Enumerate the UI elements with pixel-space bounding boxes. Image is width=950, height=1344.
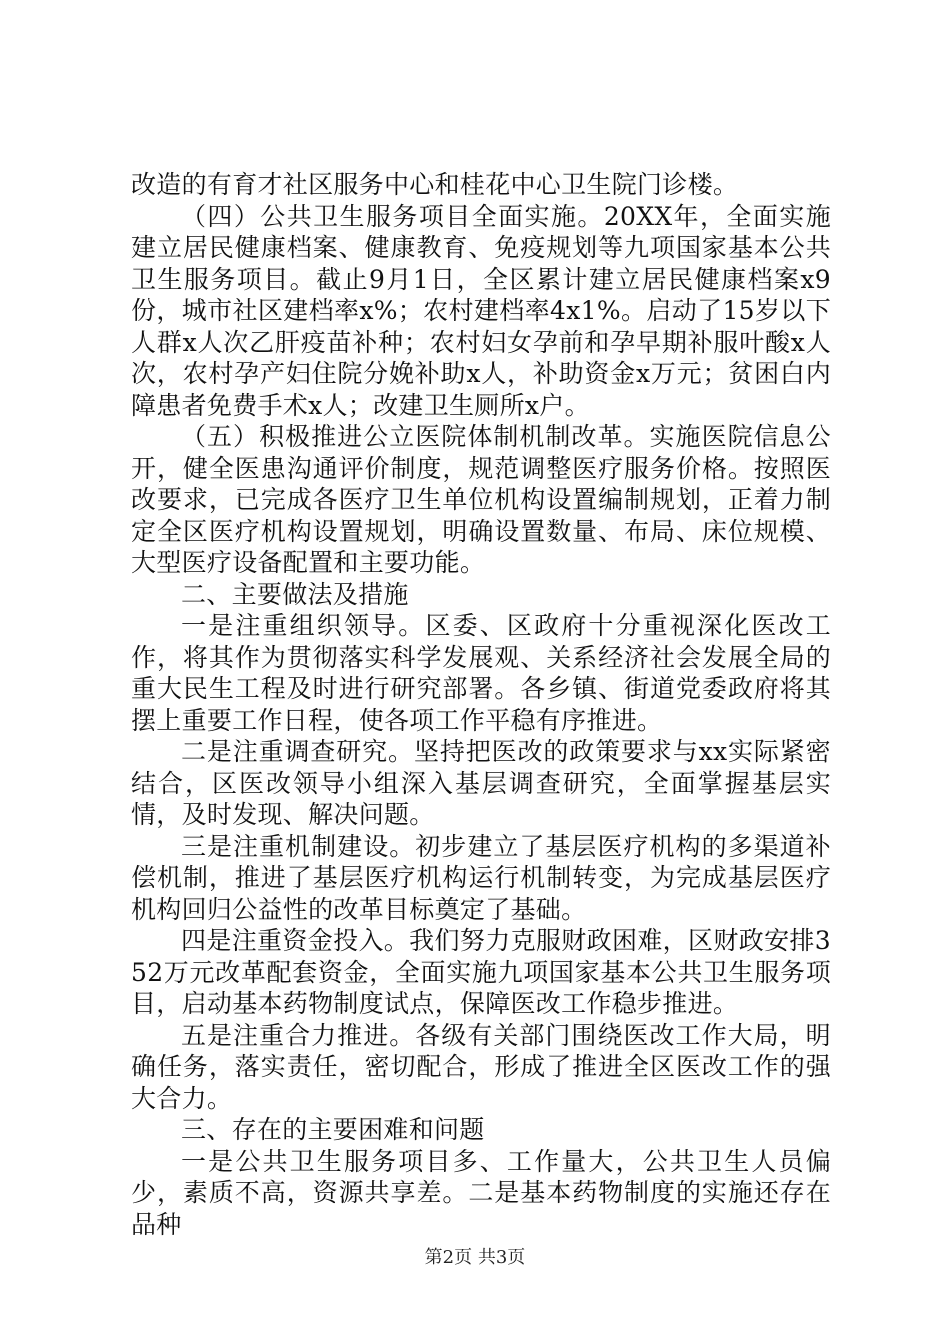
paragraph-section-4: （四）公共卫生服务项目全面实施。20XX年，全面实施建立居民健康档案、健康教育、免疫规划等九项国家基本公共卫生服务项目。截止9月1日，全区累计建立居民健康档案x9份，城市社区建档率x%；农村建档率4x1%。启动了15岁以下人群x人次乙肝疫苗补种；农村妇女孕前和孕早期补服叶酸x人次，农村孕产妇住院分娩补助x人，补助资金x万元；贫困白内障患者免费手术x人；改建卫生厕所x户。	[131, 201, 831, 420]
heading-main-measures: 二、主要做法及措施	[181, 579, 409, 609]
paragraph-problem-1: 一是公共卫生服务项目多、工作量大，公共卫生人员偏少，素质不高，资源共享差。二是基本药物制度的实施还存在品种	[131, 1146, 831, 1239]
paragraph-section-5: （五）积极推进公立医院体制机制改革。实施医院信息公开，健全医患沟通评价制度，规范调整医疗服务价格。按照医改要求，已完成各医疗卫生单位机构设置编制规划，正着力制定全区医疗机构设置规划，明确设置数量、布局、床位规模、大型医疗设备配置和主要功能。	[131, 422, 831, 577]
page-number-footer: 第2页 共3页	[424, 1247, 526, 1268]
document-body	[131, 169, 831, 1240]
paragraph-measure-5: 五是注重合力推进。各级有关部门围绕医改工作大局，明确任务，落实责任，密切配合，形成了推进全区医改工作的强大合力。	[131, 1020, 831, 1113]
paragraph-measure-2: 二是注重调查研究。坚持把医改的政策要求与xx实际紧密结合，区医改领导小组深入基层调查研究，全面掌握基层实情，及时发现、解决问题。	[131, 737, 831, 829]
paragraph-continuation: 改造的有育才社区服务中心和桂花中心卫生院门诊楼。	[131, 170, 739, 199]
paragraph-measure-1: 一是注重组织领导。区委、区政府十分重视深化医改工作，将其作为贯彻落实科学发展观、关系经济社会发展全局的重大民生工程及时进行研究部署。各乡镇、街道党委政府将其摆上重要工作日程，使各项工作平稳有序推进。	[131, 611, 831, 735]
heading-problems: 三、存在的主要困难和问题	[181, 1115, 485, 1144]
paragraph-measure-4: 四是注重资金投入。我们努力克服财政困难，区财政安排352万元改革配套资金，全面实施九项国家基本公共卫生服务项目，启动基本药物制度试点，保障医改工作稳步推进。	[131, 926, 831, 1018]
paragraph-measure-3: 三是注重机制建设。初步建立了基层医疗机构的多渠道补偿机制，推进了基层医疗机构运行机制转变，为完成基层医疗机构回归公益性的改革目标奠定了基础。	[131, 831, 831, 924]
